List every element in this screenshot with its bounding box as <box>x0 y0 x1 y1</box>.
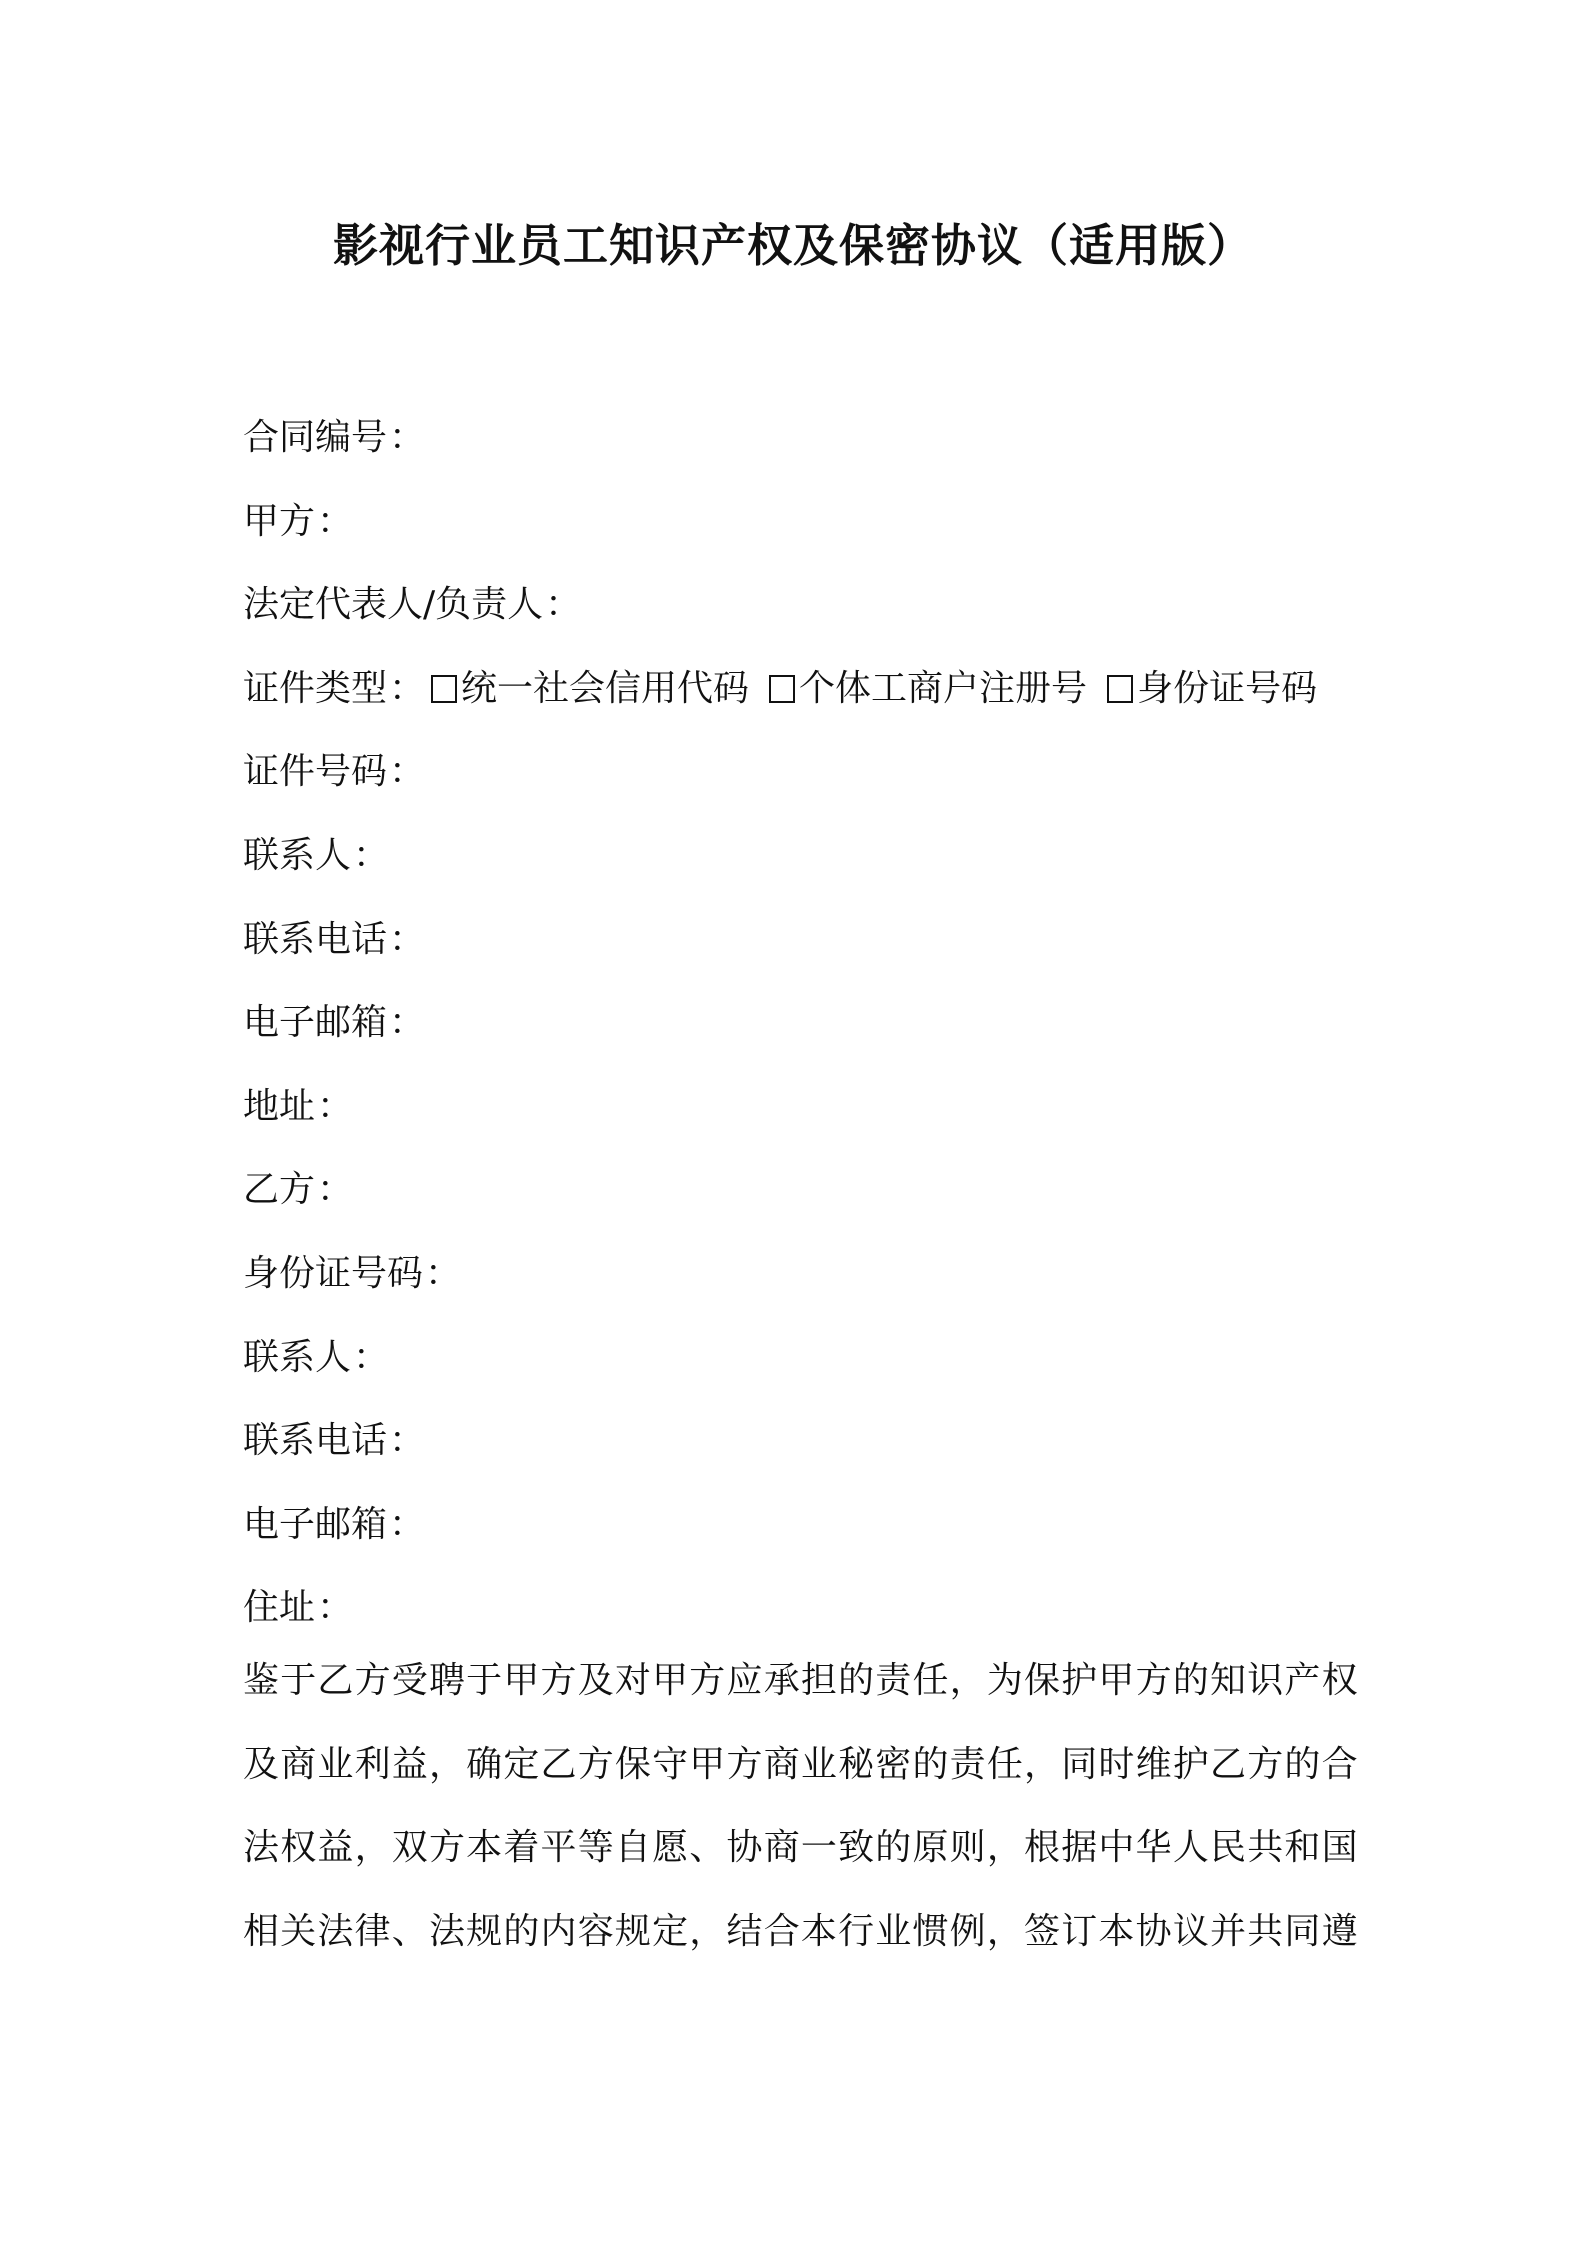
field-label: 住址 <box>243 1587 316 1629</box>
field-party-a <box>243 492 1358 576</box>
field-label: 证件号码 <box>243 751 388 793</box>
field-id-type <box>243 659 1358 743</box>
field-party-b <box>243 1160 1358 1244</box>
field-colon: ： <box>425 1252 462 1294</box>
field-party-a-phone <box>243 910 1358 994</box>
field-label: 法定代表人/负责人 <box>243 584 544 626</box>
field-colon: ： <box>317 500 354 542</box>
field-party-b-id-number <box>243 1244 1358 1328</box>
field-label: 联系电话 <box>243 1420 388 1462</box>
field-colon: ： <box>389 918 426 960</box>
party-info-fields <box>243 408 1358 1662</box>
field-colon: ： <box>389 751 426 793</box>
option-label: 统一社会信用代码 <box>461 667 750 709</box>
checkbox-icon[interactable] <box>431 675 457 703</box>
field-colon: ： <box>317 1169 354 1211</box>
field-colon: ： <box>353 834 390 876</box>
field-colon: ： <box>353 1336 390 1378</box>
field-colon: ： <box>317 1587 354 1629</box>
field-colon: ： <box>389 1002 426 1044</box>
intro-line: 及商业利益，确定乙方保守甲方商业秘密的责任，同时维护乙方的合 <box>243 1743 1358 1785</box>
field-label: 联系人 <box>243 1336 352 1378</box>
field-colon: ： <box>389 1420 426 1462</box>
field-party-b-contact <box>243 1328 1358 1412</box>
field-colon: ： <box>389 1503 426 1545</box>
field-label: 甲方 <box>243 500 316 542</box>
field-party-a-address <box>243 1077 1358 1161</box>
checkbox-icon[interactable] <box>769 675 795 703</box>
intro-line: 相关法律、法规的内容规定，结合本行业惯例，签订本协议并共同遵 <box>243 1910 1358 1952</box>
field-contract-number <box>243 408 1358 492</box>
field-label: 合同编号 <box>243 417 388 458</box>
field-id-number <box>243 742 1358 826</box>
field-party-a-contact <box>243 826 1358 910</box>
option-label: 个体工商户注册号 <box>799 667 1088 709</box>
field-colon: ： <box>389 417 426 458</box>
field-colon: ： <box>389 667 426 709</box>
field-label: 联系人 <box>243 834 352 876</box>
field-legal-representative <box>243 575 1358 659</box>
field-party-a-email <box>243 993 1358 1077</box>
document-title: 影视行业员工知识产权及保密协议（适用版） <box>332 219 1253 272</box>
field-colon: ： <box>317 1085 354 1127</box>
checkbox-icon[interactable] <box>1107 675 1133 703</box>
field-colon: ： <box>545 584 582 626</box>
option-label: 身份证号码 <box>1137 667 1318 709</box>
intro-paragraph <box>243 1651 1358 1985</box>
field-party-b-phone <box>243 1411 1358 1495</box>
field-label: 联系电话 <box>243 918 388 960</box>
field-party-b-email <box>243 1495 1358 1579</box>
field-label: 电子邮箱 <box>243 1503 388 1545</box>
intro-line: 法权益，双方本着平等自愿、协商一致的原则，根据中华人民共和国 <box>243 1827 1358 1869</box>
field-label: 地址 <box>243 1085 316 1127</box>
intro-line: 鉴于乙方受聘于甲方及对甲方应承担的责任，为保护甲方的知识产权 <box>243 1660 1358 1701</box>
field-label: 身份证号码 <box>243 1252 424 1294</box>
id-type-option-business-registration[interactable] <box>769 659 1087 719</box>
field-party-b-residence <box>243 1578 1358 1662</box>
field-label: 证件类型 <box>243 667 388 709</box>
id-type-option-credit-code[interactable] <box>431 659 749 719</box>
id-type-option-id-card[interactable] <box>1107 659 1317 719</box>
field-label: 电子邮箱 <box>243 1002 388 1044</box>
field-label: 乙方 <box>243 1169 316 1211</box>
